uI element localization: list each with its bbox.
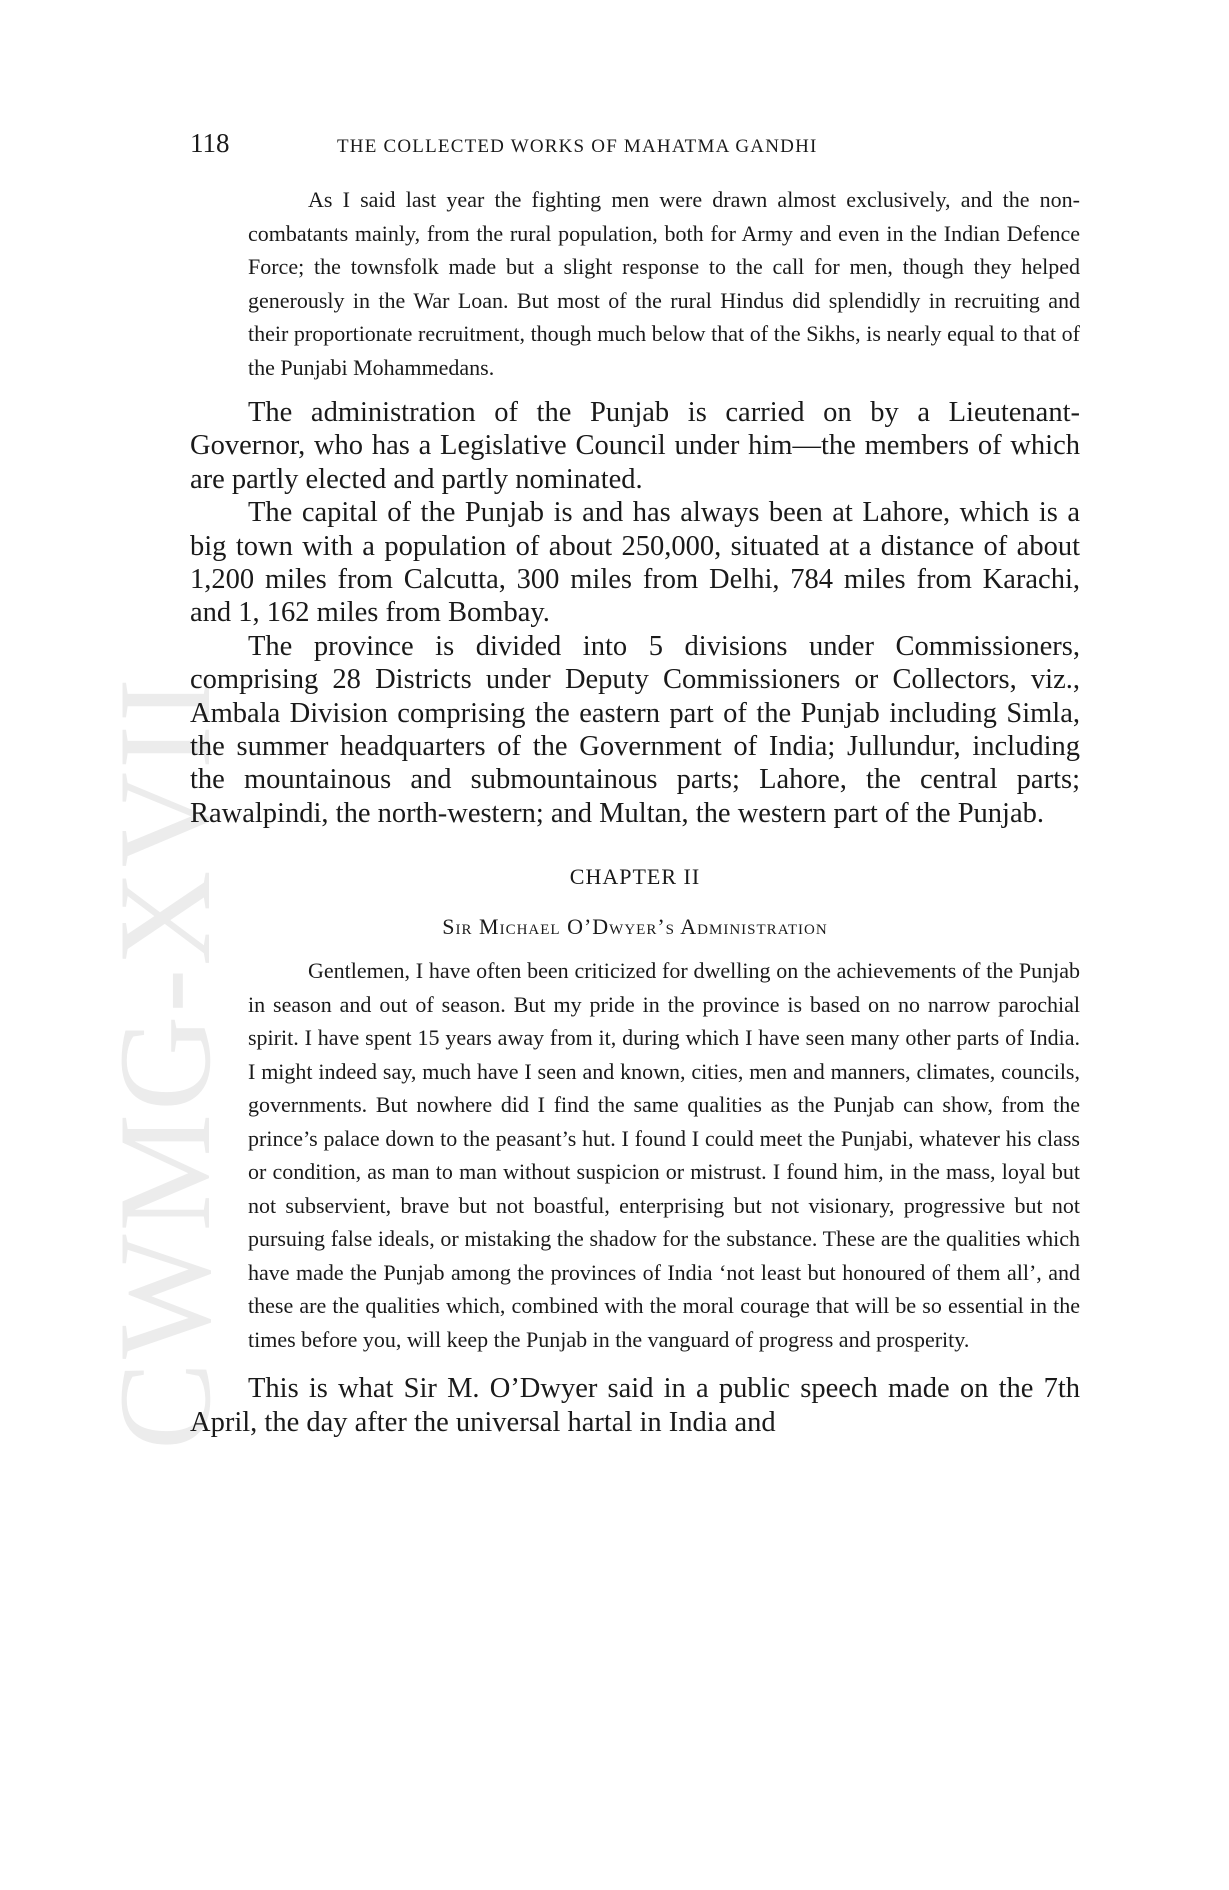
body-paragraph: The province is divided into 5 divisions under Commissioners, comprising 28 Districts under Deputy Commissioners or Collectors, viz., Ambala Division comprising the eastern part of the Punjab including Simla, the summer headquarters of the Government of India; Jullundur, including the mountainous and submountainous parts; Lahore, the central parts; Rawalpindi, the north-western; and Multan, the western part of the Punjab. [190, 630, 1080, 829]
body-paragraph: This is what Sir M. O’Dwyer said in a public speech made on the 7th April, the day after the universal hartal in India and [190, 1373, 1080, 1438]
body-paragraph: The administration of the Punjab is carried on by a Lieutenant-Governor, who has a Legislative Council under him—the members of which are partly elected and partly nominated. [190, 397, 1080, 495]
running-head: THE COLLECTED WORKS OF MAHATMA GANDHI [337, 136, 818, 157]
block-quote: As I said last year the fighting men were drawn almost exclusively, and the non-combatants mainly, from the rural population, both for Army and even in the Indian Defence Force; the townsfolk made but a slight response to the call for men, though they helped generously in the War Loan. But most of the rural Hindus did splendidly in recruiting and their proportionate recruitment, though much below that of the Sikhs, is nearly equal to that of the Punjabi Mohammedans. [248, 187, 1080, 380]
page-number: 118 [190, 128, 230, 158]
body-paragraph: The capital of the Punjab is and has always been at Lahore, which is a big town with a population of about 250,000, situated at a distance of about 1,200 miles from Calcutta, 300 miles from Delhi, 784 miles from Karachi, and 1, 162 miles from Bombay. [190, 497, 1080, 629]
block-quote: Gentlemen, I have often been criticized for dwelling on the achievements of the Punjab in season and out of season. But my pride in the province is based on no narrow parochial spirit. I have spent 15 years away from it, during which I have seen many other parts of India. I might indeed say, much have I seen and known, cities, men and manners, climates, councils, governments. But nowhere did I find the same qualities as the Punjab can show, from the prince’s palace down to the peasant’s hut. I found I could meet the Punjabi, whatever his class or condition, as man to man without suspicion or mistrust. I found him, in the mass, loyal but not subservient, brave but not boastful, enterprising but not visionary, progressive but not pursuing false ideals, or mistaking the shadow for the substance. These are the qualities which have made the Punjab among the provinces of India ‘not least but honoured of them all’, and these are the qualities which, combined with the moral courage that will be so essential in the times before you, will keep the Punjab in the vanguard of progress and prosperity. [248, 958, 1080, 1352]
page-body [190, 183, 1080, 1439]
chapter-heading: CHAPTER II [569, 864, 701, 890]
watermark: CWMG-XVII [91, 675, 238, 1450]
chapter-title: Sir Michael O’Dwyer’s Administration [442, 914, 828, 940]
